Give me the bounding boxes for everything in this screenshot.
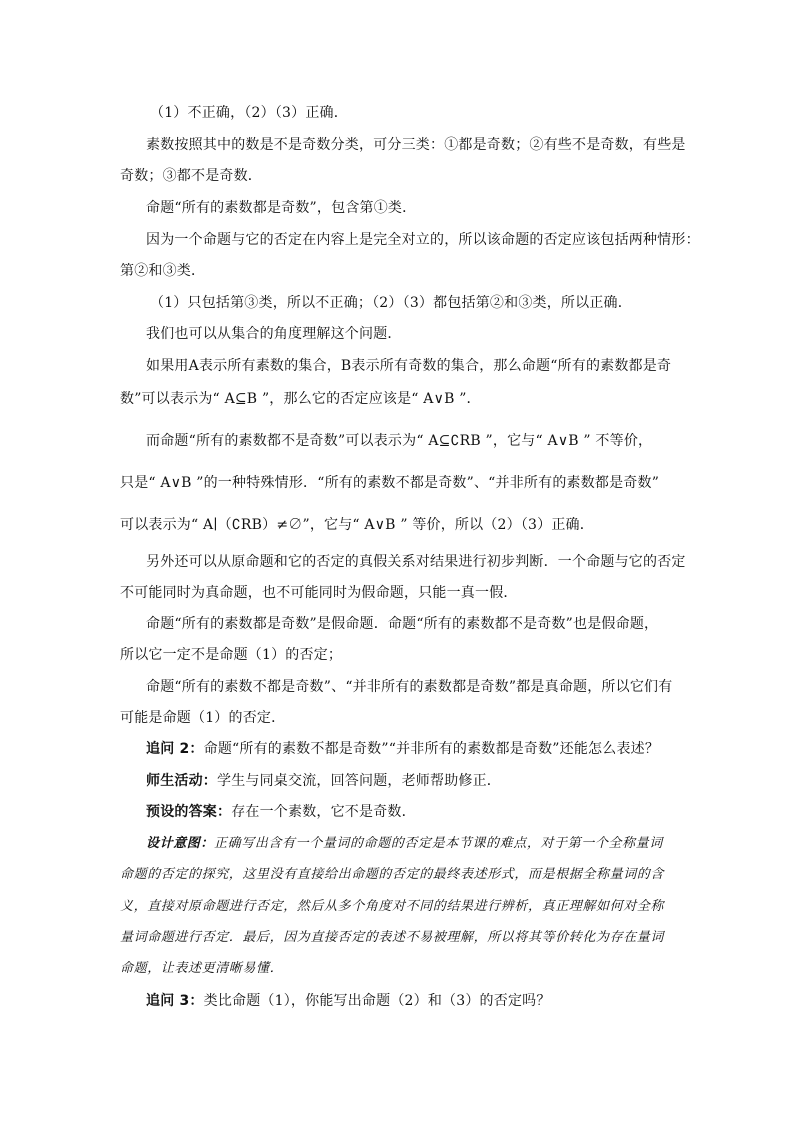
- paragraph-line: 命题“所有的素数都是奇数”，包含第①类．: [146, 200, 417, 216]
- followup-text: 类比命题（1），你能写出命题（2）和（3）的否定吗？: [203, 993, 551, 1009]
- answer-label: 预设的答案：: [146, 804, 232, 820]
- design-intent-line: [146, 835, 680, 853]
- followup-question-3: [146, 992, 680, 1010]
- design-intent-line: 命题的否定的探究，这里没有直接给出命题的否定的最终表述形式，而是根据全称量词的含: [120, 867, 665, 882]
- followup-question-2: [146, 740, 680, 758]
- design-intent-line: 命题，让表述更清晰易懂．: [120, 961, 284, 976]
- paragraph-line: 只是“ A∨B ”的一种特殊情形．“所有的素数不都是奇数”、“并非所有的素数都是奇数”: [120, 475, 660, 491]
- paragraph-line: 因为一个命题与它的否定在内容上是完全对立的，所以该命题的否定应该包括两种情形：: [146, 232, 700, 248]
- answer-line: [146, 803, 680, 821]
- followup-text: 命题“所有的素数不都是奇数”“并非所有的素数都是奇数”还能怎么表述？: [203, 741, 660, 757]
- activity-text: 学生与同桌交流，回答问题，老师帮助修正．: [217, 773, 501, 789]
- paragraph-line: 数”可以表示为“ A⊆B ”，那么它的否定应该是“ A∨B ”．: [120, 391, 481, 407]
- paragraph-line: 第②和③类．: [120, 263, 206, 279]
- paragraph-line: 素数按照其中的数是不是奇数分类，可分三类：①都是奇数；②有些不是奇数，有些是: [146, 137, 686, 153]
- paragraph-line: 而命题“所有的素数都不是奇数”可以表示为“ A⊆∁RB ”，它与“ A∨B ” 不等价，: [146, 433, 653, 449]
- paragraph-line: 如果用A表示所有素数的集合，B表示所有奇数的集合，那么命题“所有的素数都是奇: [146, 358, 672, 374]
- activity-line: [146, 772, 680, 790]
- paragraph-line: （1）只包括第③类，所以不正确；（2）（3）都包括第②和③类，所以正确．: [150, 295, 632, 311]
- paragraph-line: 命题“所有的素数都是奇数”是假命题．命题“所有的素数都不是奇数”也是假命题，: [146, 616, 659, 632]
- paragraph-line: 所以它一定不是命题（1）的否定；: [120, 647, 343, 663]
- design-intent-line: 量词命题进行否定．最后，因为直接否定的表述不易被理解，所以将其等价转化为存在量词: [120, 930, 665, 945]
- paragraph-line: 命题“所有的素数不都是奇数”、“并非所有的素数都是奇数”都是真命题，所以它们有: [146, 679, 673, 695]
- paragraph-line: 可以表示为“ A∣（∁RB）≠∅”，它与“ A∨B ” 等价，所以（2）（3）正确．: [120, 517, 594, 533]
- activity-label: 师生活动：: [146, 773, 217, 789]
- paragraph-line: 奇数；③都不是奇数．: [120, 168, 262, 184]
- design-text: 正确写出含有一个量词的命题的否定是本节课的难点，对于第一个全称量词: [214, 836, 663, 851]
- followup-label: 追问 3：: [146, 993, 204, 1009]
- followup-label: 追问 2：: [146, 741, 204, 757]
- design-intent-line: 义，直接对原命题进行否定，然后从多个角度对不同的结果进行辨析，真正理解如何对全称: [120, 899, 665, 914]
- paragraph-line: 我们也可以从集合的角度理解这个问题．: [146, 326, 402, 342]
- paragraph-line: 可能是命题（1）的否定．: [120, 710, 286, 726]
- answer-text: 存在一个素数，它不是奇数．: [231, 804, 416, 820]
- paragraph-line: 另外还可以从原命题和它的否定的真假关系对结果进行初步判断．一个命题与它的否定: [146, 554, 686, 570]
- design-label: 设计意图：: [146, 836, 215, 851]
- paragraph-line: （1）不正确，（2）（3）正确．: [150, 105, 348, 121]
- paragraph-line: 不可能同时为真命题，也不可能同时为假命题，只能一真一假．: [120, 585, 518, 601]
